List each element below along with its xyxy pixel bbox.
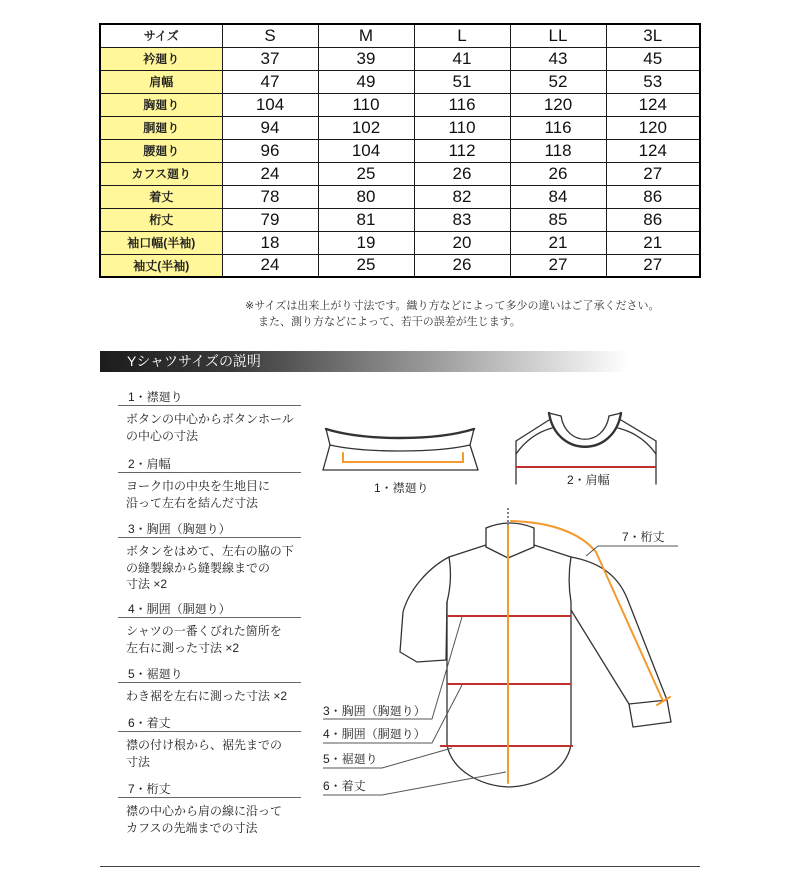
size-value: 51	[414, 70, 510, 93]
diagram-label-collar: 1・襟廻り	[374, 481, 429, 495]
measurement-label: 腰廻り	[100, 139, 222, 162]
table-row	[100, 162, 700, 185]
shirt-collar-top	[486, 523, 534, 528]
measurement-label: 衿廻り	[100, 47, 222, 70]
right-armhole-seam	[569, 557, 571, 602]
table-row	[100, 47, 700, 70]
measurement-label: カフス廻り	[100, 162, 222, 185]
measurement-label: 肩幅	[100, 70, 222, 93]
measurement-label: 袖丈(半袖)	[100, 254, 222, 277]
shirt-collar-points	[486, 547, 534, 558]
collar-fold-edge	[330, 445, 470, 451]
size-value: 49	[318, 70, 414, 93]
size-value: 26	[414, 162, 510, 185]
measurement-label: 胸廻り	[100, 93, 222, 116]
size-note: ※サイズは出来上がり寸法です。織り方などによって多少の違いはご了承ください。	[245, 300, 660, 312]
description-title: 6・着丈	[118, 715, 301, 732]
diagram-label-sleeve: 7・桁丈	[622, 530, 665, 544]
measurement-label: 着丈	[100, 185, 222, 208]
back-collar-left-tip	[549, 413, 561, 416]
diagram-label-chest: 3・胸囲（胸廻り）	[323, 704, 426, 718]
size-value: 124	[606, 93, 700, 116]
right-cuff	[629, 700, 671, 727]
bottom-divider	[100, 866, 700, 867]
size-value: 104	[222, 93, 318, 116]
size-column-header: L	[414, 24, 510, 47]
size-value: 26	[414, 254, 510, 277]
size-value: 27	[510, 254, 606, 277]
description-line: 寸法	[126, 754, 151, 769]
description-text	[118, 411, 301, 444]
table-row	[100, 93, 700, 116]
description-title: 3・胸囲（胸廻り）	[118, 521, 301, 538]
size-value: 21	[606, 231, 700, 254]
description-item	[118, 456, 301, 511]
diagram-label-waist: 4・胴囲（胴廻り）	[323, 727, 426, 741]
size-value: 110	[318, 93, 414, 116]
section-title: Yシャツサイズの説明	[127, 353, 261, 369]
back-collar-inner	[561, 416, 609, 439]
back-collar-outer	[549, 413, 621, 447]
size-value: 37	[222, 47, 318, 70]
measurement-label: 袖口幅(半袖)	[100, 231, 222, 254]
size-value: 27	[606, 254, 700, 277]
description-text	[118, 478, 301, 511]
size-value: 20	[414, 231, 510, 254]
table-row	[100, 208, 700, 231]
size-value: 104	[318, 139, 414, 162]
description-text	[118, 803, 301, 836]
description-item	[118, 389, 301, 444]
size-value: 120	[510, 93, 606, 116]
size-value: 52	[510, 70, 606, 93]
size-value: 21	[510, 231, 606, 254]
diagram-label-hem: 5・裾廻り	[323, 752, 378, 766]
size-value: 24	[222, 254, 318, 277]
size-value: 79	[222, 208, 318, 231]
size-value: 102	[318, 116, 414, 139]
size-value: 39	[318, 47, 414, 70]
description-item	[118, 521, 301, 593]
right-sleeve-inner	[571, 610, 629, 704]
size-value: 47	[222, 70, 318, 93]
size-value: 27	[606, 162, 700, 185]
size-value: 83	[414, 208, 510, 231]
size-value: 112	[414, 139, 510, 162]
collar-top-edge	[326, 429, 474, 438]
description-line: の縫製線から縫製線までの	[126, 560, 271, 575]
measurement-label: 胴廻り	[100, 116, 222, 139]
neck-measure-line	[343, 453, 463, 462]
size-value: 80	[318, 185, 414, 208]
table-row	[100, 185, 700, 208]
description-line: 襟の付け根から、裾先までの	[126, 738, 283, 752]
size-value: 25	[318, 254, 414, 277]
description-line: の中心の寸法	[126, 428, 199, 443]
size-value: 86	[606, 185, 700, 208]
left-armhole-seam	[447, 557, 450, 602]
size-value: 78	[222, 185, 318, 208]
collar-left-edge	[323, 429, 330, 470]
sleeve-measure-line	[511, 521, 663, 701]
description-line: 寸法 ×2	[126, 577, 168, 591]
size-column-header: M	[318, 24, 414, 47]
table-row	[100, 231, 700, 254]
section-header	[100, 351, 700, 372]
size-value: 19	[318, 231, 414, 254]
description-item	[118, 781, 301, 836]
size-value: 24	[222, 162, 318, 185]
size-value: 45	[606, 47, 700, 70]
description-title: 4・胴囲（胴廻り）	[118, 601, 301, 618]
leader-line-sleeve	[586, 546, 678, 556]
table-row	[100, 70, 700, 93]
description-item	[118, 601, 301, 656]
description-line: 襟の中心から肩の線に沿って	[126, 804, 283, 818]
table-row	[100, 254, 700, 277]
description-text	[118, 737, 301, 770]
description-text	[118, 543, 301, 593]
description-line: ボタンをはめて、左右の脇の下	[126, 544, 294, 558]
table-row	[100, 116, 700, 139]
description-item	[118, 715, 301, 770]
size-value: 41	[414, 47, 510, 70]
shirt-diagram	[400, 508, 671, 787]
size-value: 86	[606, 208, 700, 231]
size-value: 116	[510, 116, 606, 139]
description-line: カフスの先端までの寸法	[126, 820, 258, 835]
size-value: 116	[414, 93, 510, 116]
size-value: 25	[318, 162, 414, 185]
description-line: ヨーク巾の中央を生地目に	[126, 479, 271, 493]
description-text	[118, 688, 301, 705]
description-line: シャツの一番くびれた箇所を	[126, 624, 282, 638]
size-value: 18	[222, 231, 318, 254]
shirt-shoulder-left	[449, 545, 486, 557]
description-title: 2・肩幅	[118, 456, 301, 473]
yoke-right-curve	[618, 428, 656, 454]
size-value: 120	[606, 116, 700, 139]
size-value: 84	[510, 185, 606, 208]
size-value: 81	[318, 208, 414, 231]
description-line: ボタンの中心からボタンホール	[126, 412, 294, 426]
size-value: 118	[510, 139, 606, 162]
size-value: 124	[606, 139, 700, 162]
back-collar-right-tip	[609, 413, 621, 416]
description-title: 1・襟廻り	[118, 389, 301, 406]
measurement-label: 桁丈	[100, 208, 222, 231]
size-value: 53	[606, 70, 700, 93]
shirt-shoulder-right	[534, 545, 571, 557]
diagram-label-shoulder: 2・肩幅	[567, 473, 610, 487]
table-header-row	[100, 24, 700, 47]
size-value: 96	[222, 139, 318, 162]
size-value: 82	[414, 185, 510, 208]
size-note: また、測り方などによって、若干の誤差が生じます。	[258, 316, 521, 328]
diagram-label-length: 6・着丈	[323, 779, 366, 793]
size-column-header: LL	[510, 24, 606, 47]
size-table	[99, 23, 701, 278]
table-row	[100, 139, 700, 162]
collar-right-edge	[470, 429, 478, 470]
description-item	[118, 666, 301, 705]
size-column-header: S	[222, 24, 318, 47]
description-line: わき裾を左右に測った寸法 ×2	[126, 689, 288, 703]
description-text	[118, 623, 301, 656]
description-line: 沿って左右を結んだ寸法	[126, 495, 259, 510]
size-value: 110	[414, 116, 510, 139]
size-header-label: サイズ	[100, 24, 222, 47]
left-sleeve-outer	[400, 557, 449, 662]
size-value: 94	[222, 116, 318, 139]
collar-diagram	[323, 429, 478, 470]
description-title: 5・裾廻り	[118, 666, 301, 683]
size-value: 26	[510, 162, 606, 185]
yoke-left-curve	[516, 428, 552, 454]
shirt-measurement-diagram	[300, 395, 700, 805]
size-column-header: 3L	[606, 24, 700, 47]
size-value: 43	[510, 47, 606, 70]
size-value: 85	[510, 208, 606, 231]
description-line: 左右に測った寸法 ×2	[126, 640, 240, 655]
description-title: 7・桁丈	[118, 781, 301, 798]
